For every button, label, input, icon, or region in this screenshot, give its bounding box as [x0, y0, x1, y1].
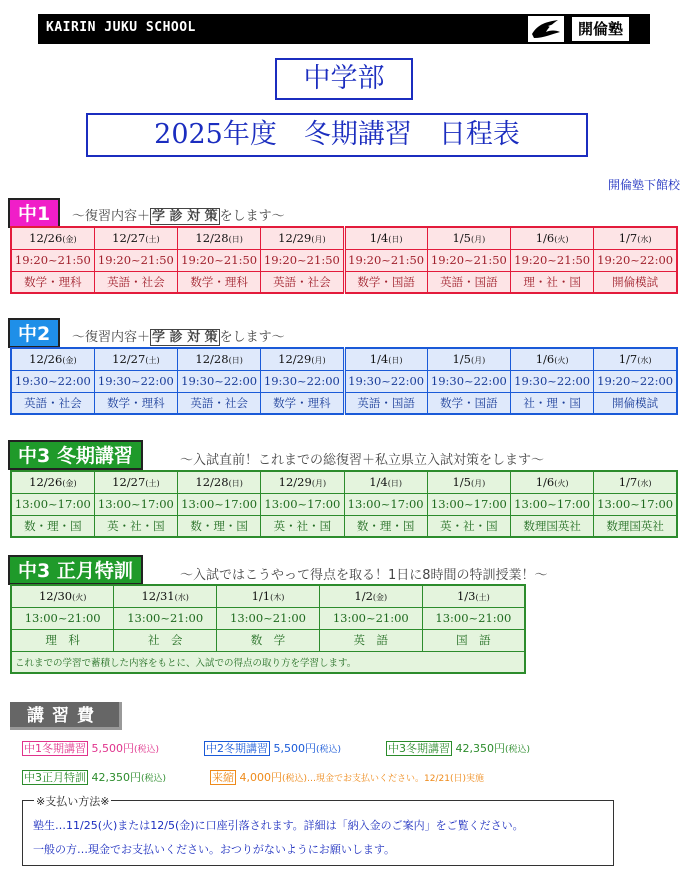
- fee-amount: 42,350円: [91, 771, 141, 784]
- subject-cell: 数・理・国: [11, 515, 94, 537]
- subject-cell: 数学・理科: [261, 392, 344, 414]
- date-cell: 1/6(火): [511, 227, 594, 249]
- time-cell: 13:00~17:00: [11, 493, 94, 515]
- date-cell: 1/4(日): [344, 348, 427, 370]
- time-cell: 19:20~21:50: [178, 249, 261, 271]
- payment-box: [22, 800, 614, 866]
- grade2-note: [72, 326, 285, 345]
- grade2-note-pre: ～復習内容＋: [72, 330, 151, 345]
- grade1-note-boxed: 学 診 対 策: [152, 209, 218, 224]
- date-cell: 1/6(火): [511, 471, 594, 493]
- date-cell: 12/28(日): [178, 471, 261, 493]
- time-cell: 13:00~21:00: [422, 607, 525, 629]
- grade3-newyear-note: ～入試ではこうやって得点を取る！1日に8時間の特訓授業！～: [180, 568, 548, 583]
- grade1-subject-row: [11, 271, 677, 293]
- date-cell: 1/3(土): [422, 585, 525, 607]
- time-cell: 13:00~17:00: [427, 493, 510, 515]
- grade1-note: [72, 205, 285, 224]
- grade3-winter-time-row: [11, 493, 677, 515]
- fee-label: 中2冬期講習: [206, 742, 268, 755]
- subject-cell: 英語・国語: [427, 271, 510, 293]
- time-cell: 13:00~17:00: [261, 493, 344, 515]
- grade2-schedule-table: [10, 347, 678, 415]
- subject-cell: 数理国英社: [511, 515, 594, 537]
- fee-item-extra: [210, 769, 484, 785]
- date-cell: 12/27(土): [94, 471, 177, 493]
- time-cell: 13:00~17:00: [594, 493, 677, 515]
- fee-tax: (税込): [141, 774, 167, 784]
- subject-cell: 数・理・国: [344, 515, 427, 537]
- subject-cell: 社・理・国: [511, 392, 594, 414]
- time-cell: 13:00~17:00: [344, 493, 427, 515]
- subject-cell: 数学・理科: [11, 271, 94, 293]
- subject-cell: 社 会: [114, 629, 217, 651]
- subject-cell: 英語・社会: [261, 271, 344, 293]
- grade1-tag: 中1: [8, 198, 60, 228]
- date-cell: 12/29(月): [261, 471, 344, 493]
- payment-line-member: 塾生…11/25(火)または12/5(金)に口座引落されます。詳細は「納入金のご案内」をご覧ください。: [33, 819, 524, 832]
- fee-label: 中1冬期講習: [24, 742, 86, 755]
- date-cell: 12/29(月): [261, 348, 344, 370]
- grade2-tag: 中2: [8, 318, 60, 348]
- subject-cell: 英 語: [319, 629, 422, 651]
- grade2-date-row: [11, 348, 677, 370]
- subject-cell: 数・理・国: [178, 515, 261, 537]
- page-title: 2025年度 冬期講習 日程表: [86, 113, 588, 157]
- subject-cell: 英語・社会: [11, 392, 94, 414]
- subject-cell: 数学・理科: [178, 271, 261, 293]
- grade3-winter-subject-row: [11, 515, 677, 537]
- subject-cell: 数学・国語: [344, 271, 427, 293]
- subject-cell: 理 科: [11, 629, 114, 651]
- time-cell: 19:20~21:50: [94, 249, 177, 271]
- stylized-bird-icon: [528, 16, 564, 42]
- date-cell: 1/7(水): [594, 227, 677, 249]
- fee-label: 中3冬期講習: [388, 742, 450, 755]
- subject-cell: 英語・社会: [178, 392, 261, 414]
- subject-cell: 数理国英社: [594, 515, 677, 537]
- department-title: 中学部: [275, 58, 413, 100]
- grade3-newyear-schedule-table: [10, 584, 526, 674]
- subject-cell: 数 学: [217, 629, 320, 651]
- time-cell: 13:00~21:00: [11, 607, 114, 629]
- subject-cell: 数学・国語: [427, 392, 510, 414]
- fees-title: 講習費: [10, 702, 122, 730]
- time-cell: 19:30~22:00: [178, 370, 261, 392]
- time-cell: 19:30~22:00: [511, 370, 594, 392]
- fee-extra: …現金でお支払いください。12/21(日)実施: [307, 774, 484, 784]
- date-cell: 12/26(金): [11, 227, 94, 249]
- grade1-date-row: [11, 227, 677, 249]
- fee-label: 来縮: [212, 771, 234, 784]
- date-cell: 1/2(金): [319, 585, 422, 607]
- time-cell: 19:30~22:00: [427, 370, 510, 392]
- grade3-newyear-time-row: [11, 607, 525, 629]
- grade3-winter-schedule-table: [10, 470, 678, 538]
- header-bar: [38, 14, 650, 44]
- fee-tax: (税込): [505, 745, 531, 755]
- grade3-winter-note: ～入試直前！これまでの総復習＋私立県立入試対策をします～: [180, 453, 545, 468]
- payment-line-general: 一般の方…現金でお支払いください。おつりがないようにお願いします。: [33, 843, 396, 856]
- fee-amount: 42,350円: [455, 742, 505, 755]
- subject-cell: 開倫模試: [594, 392, 677, 414]
- time-cell: 19:30~22:00: [261, 370, 344, 392]
- grade1-time-row: [11, 249, 677, 271]
- date-cell: 1/5(月): [427, 227, 510, 249]
- subject-cell: 開倫模試: [594, 271, 677, 293]
- fee-item-grade3-newyear: [22, 769, 166, 785]
- time-cell: 19:30~22:00: [11, 370, 94, 392]
- fee-tax: (税込): [282, 774, 308, 784]
- payment-title: ※支払い方法※: [36, 795, 110, 808]
- grade3-winter-date-row: [11, 471, 677, 493]
- date-cell: 12/29(月): [261, 227, 344, 249]
- fee-label: 中3正月特訓: [24, 771, 86, 784]
- school-name: KAIRIN JUKU SCHOOL: [46, 20, 196, 35]
- date-cell: 1/4(日): [344, 227, 427, 249]
- fee-item-grade1: [22, 740, 159, 756]
- date-cell: 12/27(土): [94, 348, 177, 370]
- date-cell: 12/26(金): [11, 471, 94, 493]
- subject-cell: 国 語: [422, 629, 525, 651]
- fee-tax: (税込): [316, 745, 342, 755]
- time-cell: 19:30~22:00: [94, 370, 177, 392]
- subject-cell: 英・社・国: [427, 515, 510, 537]
- date-cell: 12/26(金): [11, 348, 94, 370]
- fee-amount: 4,000円: [239, 771, 282, 784]
- grade3-newyear-footnote-row: [11, 651, 525, 673]
- subject-cell: 数学・理科: [94, 392, 177, 414]
- date-cell: 12/28(日): [178, 348, 261, 370]
- grade3-newyear-subject-row: [11, 629, 525, 651]
- date-cell: 12/28(日): [178, 227, 261, 249]
- time-cell: 19:20~22:00: [594, 249, 677, 271]
- fee-amount: 5,500円: [273, 742, 316, 755]
- grade3-winter-tag: 中3 冬期講習: [8, 440, 143, 470]
- time-cell: 13:00~21:00: [217, 607, 320, 629]
- grade3-newyear-date-row: [11, 585, 525, 607]
- date-cell: 1/7(水): [594, 471, 677, 493]
- fee-tax: (税込): [134, 745, 160, 755]
- grade2-time-row: [11, 370, 677, 392]
- logo-text: 開倫塾: [572, 17, 629, 41]
- time-cell: 13:00~17:00: [511, 493, 594, 515]
- date-cell: 1/7(水): [594, 348, 677, 370]
- time-cell: 13:00~21:00: [114, 607, 217, 629]
- time-cell: 19:20~21:50: [261, 249, 344, 271]
- time-cell: 13:00~17:00: [178, 493, 261, 515]
- time-cell: 19:20~22:00: [594, 370, 677, 392]
- date-cell: 12/30(火): [11, 585, 114, 607]
- time-cell: 19:30~22:00: [344, 370, 427, 392]
- subject-cell: 理・社・国: [511, 271, 594, 293]
- date-cell: 1/5(月): [427, 348, 510, 370]
- date-cell: 12/31(水): [114, 585, 217, 607]
- grade3-newyear-tag: 中3 正月特訓: [8, 555, 143, 585]
- time-cell: 19:20~21:50: [427, 249, 510, 271]
- date-cell: 12/27(土): [94, 227, 177, 249]
- grade2-note-boxed: 学 診 対 策: [152, 330, 218, 345]
- grade2-note-post: をします～: [219, 330, 285, 345]
- subject-cell: 英・社・国: [94, 515, 177, 537]
- fee-item-grade3-winter: [386, 740, 530, 756]
- date-cell: 1/5(月): [427, 471, 510, 493]
- date-cell: 1/4(日): [344, 471, 427, 493]
- grade1-note-post: をします～: [219, 209, 285, 224]
- footnote-cell: これまでの学習で蓄積した内容をもとに、入試での得点の取り方を学習します。: [11, 651, 525, 673]
- time-cell: 13:00~21:00: [319, 607, 422, 629]
- date-cell: 1/6(火): [511, 348, 594, 370]
- time-cell: 13:00~17:00: [94, 493, 177, 515]
- fee-item-grade2: [204, 740, 341, 756]
- time-cell: 19:20~21:50: [11, 249, 94, 271]
- grade1-note-pre: ～復習内容＋: [72, 209, 151, 224]
- grade2-subject-row: [11, 392, 677, 414]
- time-cell: 19:20~21:50: [344, 249, 427, 271]
- branch-name: 開倫塾下館校: [607, 178, 680, 192]
- fee-amount: 5,500円: [91, 742, 134, 755]
- subject-cell: 英・社・国: [261, 515, 344, 537]
- subject-cell: 英語・国語: [344, 392, 427, 414]
- date-cell: 1/1(木): [217, 585, 320, 607]
- grade1-schedule-table: [10, 226, 678, 294]
- time-cell: 19:20~21:50: [511, 249, 594, 271]
- subject-cell: 英語・社会: [94, 271, 177, 293]
